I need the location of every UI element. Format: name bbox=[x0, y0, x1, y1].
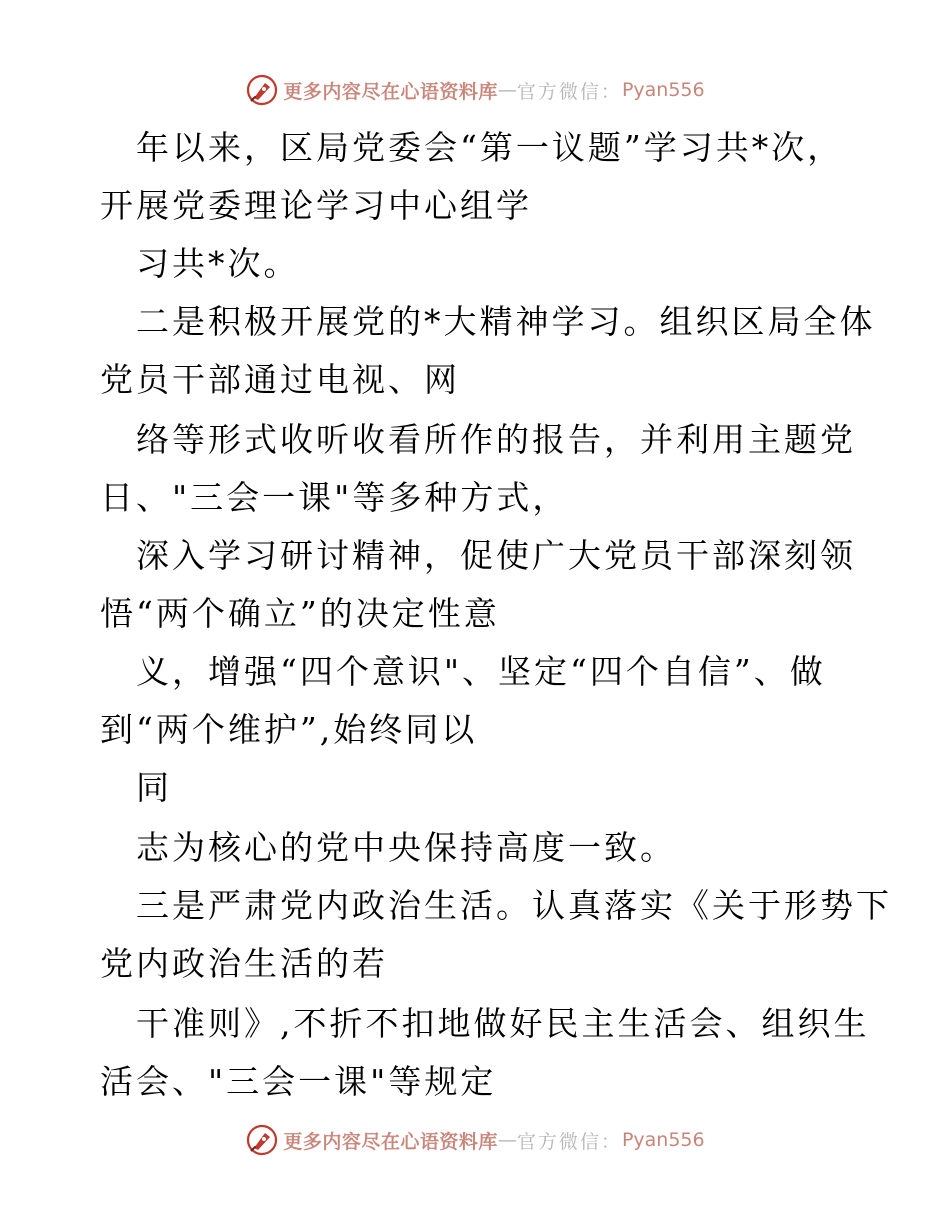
text-line: 干准则》,不折不扣地做好民主生活会、组织生 bbox=[136, 1004, 870, 1043]
banner-wechat-id: Pyan556 bbox=[621, 1129, 705, 1151]
text-line: 党内政治生活的若 bbox=[100, 944, 388, 983]
text-line: 悟“两个确立”的决定性意 bbox=[100, 594, 500, 633]
text-line: 义，增强“四个意识"、坚定“四个自信”、做 bbox=[136, 652, 826, 691]
text-line: 日、"三会一课"等多种方式， bbox=[100, 478, 569, 517]
banner-separator: — bbox=[497, 1129, 517, 1151]
text-line: 习共*次。 bbox=[136, 244, 300, 283]
text-line: 同 bbox=[136, 768, 172, 807]
banner-main-text: 更多内容尽在心语资料库 bbox=[283, 80, 498, 103]
banner-wechat-label: 官方微信： bbox=[516, 1130, 622, 1153]
banner-wechat-id: Pyan556 bbox=[621, 79, 705, 101]
text-line: 三是严肃党内政治生活。认真落实《关于形势下 bbox=[136, 886, 892, 925]
pen-nib-circle-logo-icon bbox=[245, 1123, 279, 1157]
text-line: 活会、"三会一课"等规定 bbox=[100, 1062, 497, 1101]
text-line: 开展党委理论学习中心组学 bbox=[100, 186, 532, 225]
text-line: 到“两个维护”,始终同以 bbox=[100, 710, 478, 749]
text-line: 络等形式收听收看所作的报告，并利用主题党 bbox=[136, 420, 856, 459]
banner-main-text: 更多内容尽在心语资料库 bbox=[283, 1130, 498, 1153]
footer-banner bbox=[0, 1118, 950, 1162]
text-line: 深入学习研讨精神，促使广大党员干部深刻领 bbox=[136, 536, 856, 575]
text-line: 二是积极开展党的*大精神学习。组织区局全体 bbox=[136, 302, 876, 341]
banner-separator: — bbox=[497, 79, 517, 101]
header-banner bbox=[0, 68, 950, 112]
text-line: 年以来，区局党委会“第一议题”学习共*次， bbox=[136, 128, 844, 167]
banner-wechat-label: 官方微信： bbox=[516, 80, 622, 103]
text-line: 志为核心的党中央保持高度一致。 bbox=[136, 828, 676, 867]
text-line: 党员干部通过电视、网 bbox=[100, 360, 460, 399]
pen-nib-circle-logo-icon bbox=[245, 73, 279, 107]
